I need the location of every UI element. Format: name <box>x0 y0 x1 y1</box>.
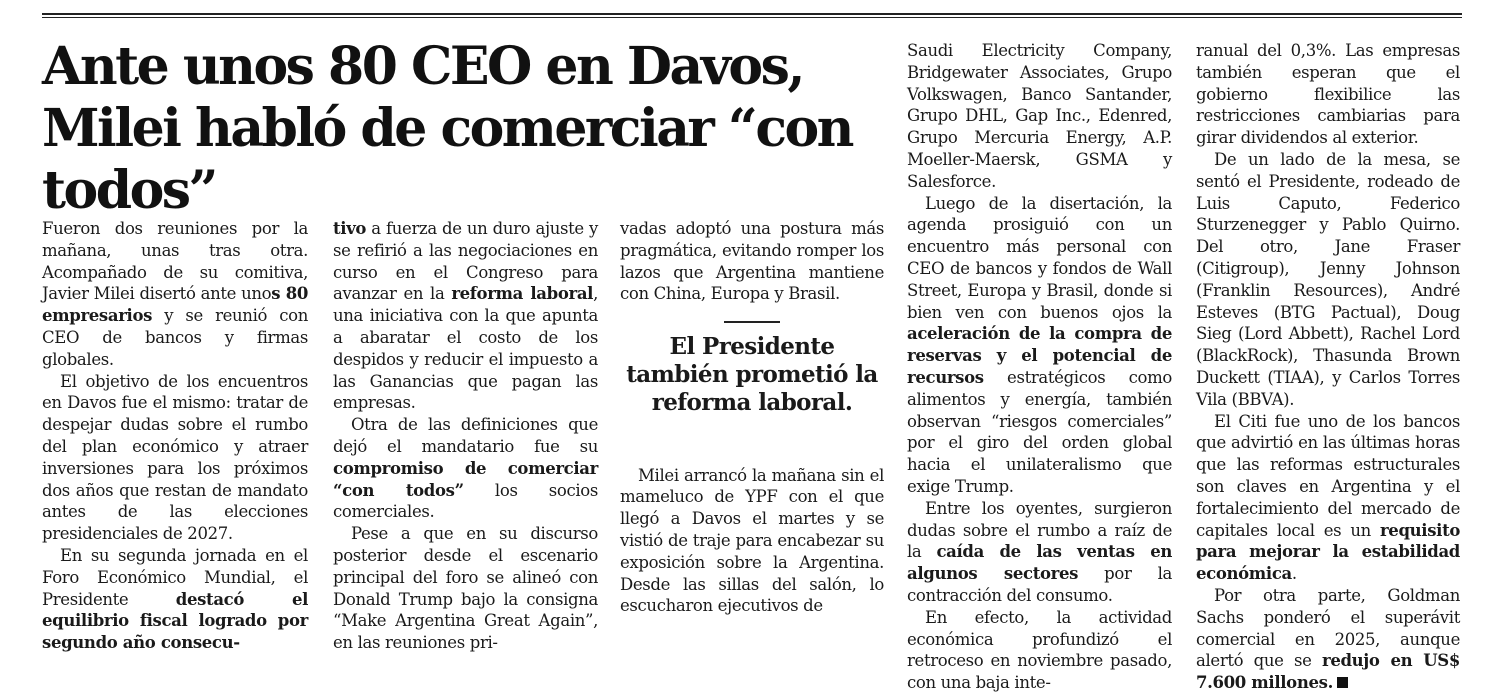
paragraph: Fueron dos reuniones por la mañana, unas tras otra. Acompañado de su comitiva, Javier Milei disertó ante unos 80 empresarios y se reunió con CEO de bancos y firmas globales. <box>42 219 308 369</box>
column-1 <box>42 218 308 654</box>
pull-quote-subhead: El Presidente también prometió la reforma laboral. <box>626 332 878 416</box>
paragraph: En efecto, la actividad económica profundizó el retroceso en noviembre pasado, con una baja inte- <box>907 607 1172 693</box>
paragraph: El objetivo de los encuentros en Davos fue el mismo: tratar de despejar dudas sobre el rumbo del plan económico y atraer inversiones para los próximos dos años que restan de mandato antes de las elecciones presidenciales de 2027. <box>42 371 308 544</box>
column-3 <box>620 218 884 617</box>
paragraph: Milei arrancó la mañana sin el mameluco de YPF con el que llegó a Davos el martes y se vistió de traje para encabezar su exposición sobre la Argentina. Desde las sillas del salón, lo escucharon ejecutivos de <box>620 465 884 616</box>
paragraph: Pese a que en su discurso posterior desde el escenario principal del foro se alineó con Donald Trump bajo la consigna “Make Argentina Great Again”, en las reuniones pri- <box>333 524 598 653</box>
paragraph: El Citi fue uno de los bancos que advirtió en las últimas horas que las reformas estructurales son claves en Argentina y el fortalecimiento del mercado de capitales local es un requisito para mejorar la estabilidad económica. <box>1196 411 1460 584</box>
paragraph: Entre los oyentes, surgieron dudas sobre el rumbo a raíz de la caída de las ventas en algunos sectores por la contracción del consumo. <box>907 498 1172 605</box>
paragraph: En su segunda jornada en el Foro Económico Mundial, el Presidente destacó el equilibrio fiscal logrado por segundo año consecu- <box>42 545 309 653</box>
paragraph: ranual del 0,3%. Las empresas también esperan que el gobierno flexibilice las restricciones cambiarias para girar dividendos al exterior. <box>1196 41 1460 148</box>
paragraph: tivo a fuerza de un duro ajuste y se refirió a las negociaciones en curso en el Congreso para avanzar en la reforma laboral, una iniciativa con la que apunta a abaratar el costo de los despidos y reducir el impuesto a las Ganancias que pagan las empresas. <box>333 219 598 413</box>
paragraph: Otra de las definiciones que dejó el mandatario fue su compromiso de comerciar “con todos” los socios comerciales. <box>333 415 599 522</box>
paragraph: vadas adoptó una postura más pragmática, evitando romper los lazos que Argentina mantiene con China, Europa y Brasil. <box>620 219 884 304</box>
subhead-rule <box>724 321 780 323</box>
top-rule-secondary <box>42 17 1462 18</box>
article-headline: Ante unos 80 CEO en Davos, Milei habló de comerciar “con todos” <box>42 36 852 221</box>
end-of-article-mark <box>1337 677 1348 688</box>
paragraph: Saudi Electricity Company, Bridgewater Associates, Grupo Volkswagen, Banco Santander, Grupo DHL, Gap Inc., Edenred, Grupo Mercuria Energy, A.P. Moeller-Maersk, GSMA y Salesforce. <box>907 41 1172 191</box>
column-5 <box>1196 40 1460 694</box>
column-2 <box>333 218 598 654</box>
top-rule <box>42 13 1462 15</box>
column-4 <box>907 40 1172 694</box>
paragraph: Por otra parte, Goldman Sachs ponderó el superávit comercial en 2025, aunque alertó que se redujo en US$ 7.600 millones. <box>1196 585 1460 693</box>
paragraph: De un lado de la mesa, se sentó el Presidente, rodeado de Luis Caputo, Federico Sturzenegger y Pablo Quirno. Del otro, Jane Fraser (Citigroup), Jenny Johnson (Franklin Resources), André Esteves (BTG Pactual), Doug Sieg (Lord Abbett), Rachel Lord (BlackRock), Thasunda Brown Duckett (TIAA), y Carlos Torres Vila (BBVA). <box>1196 149 1460 409</box>
paragraph: Luego de la disertación, la agenda prosiguió con un encuentro más personal con CEO de bancos y fondos de Wall Street, Europa y Brasil, donde si bien ven con buenos ojos la aceleración de la compra de reservas y el potencial de recursos estratégicos como alimentos y energía, también observan “riesgos comerciales” por el giro del orden global hacia el unilateralismo que exige Trump. <box>907 193 1172 496</box>
